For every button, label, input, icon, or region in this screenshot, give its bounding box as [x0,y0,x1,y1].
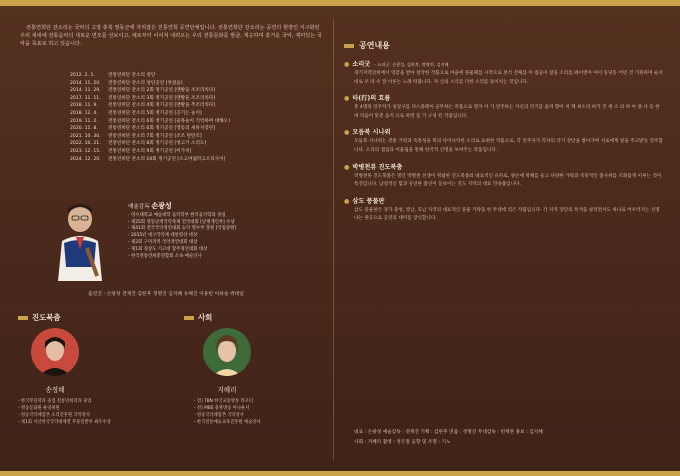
guest-name: 송정혜 [45,386,65,394]
host-bio [172,398,282,426]
program-item-title [344,59,664,68]
bio-line: - 영동문화원 운영위원 [18,406,60,411]
history-event: 전통연희단 잔소리 6회 정기공연 [골목놀이 기억하며 대해오] [108,118,230,124]
program-item [344,93,664,121]
right-column [344,40,664,230]
bullet-icon: ● [344,163,350,171]
history-event: 전통연희단 잔소리 6회 정기공연 [영동의 새바지장단] [108,126,215,132]
left-column [20,24,325,48]
program-item-title [344,93,664,102]
bullet-icon: ● [344,197,350,205]
history-event: 전통연희단 잔소리 5회 정기공연 [공기는 놀이] [108,110,202,116]
history-date: 2017. 11. 11. [70,95,101,101]
heading-marker [18,316,28,320]
history-date: 2023. 12. 15. [70,148,101,154]
program-item-name: 박병천류 진도북춤 [352,163,403,171]
history-row [70,156,310,164]
history-event: 전통연희단 잔소리 7회 정기공연 [조조 탄탄조] [108,133,202,139]
guest-bio [0,398,110,426]
program-item [344,127,664,155]
host-photo [203,328,251,376]
history-date: 2021. 10. 30. [70,133,101,139]
bio-line: - 한국전통연희총연합회 소속 예술인사 [128,253,202,259]
history-row [70,118,310,126]
director-bio [128,213,328,261]
history-event: 전통연희단 잔소리 8회 정기공연 [청고기 소리도] [108,141,207,147]
history-row [70,110,310,118]
history-row [70,133,310,141]
program-item-desc: 박병천류 진도북춤은 명인 박병천 선생이 정립한 진도북춤의 대표적인 유파로, 양손에 북채를 들고 다양한 가락과 즉흥적인 춤사위를 조화롭게 이루는 것이 특징입니다. 남성적인 힘과 유연한 춤선이 돋보이는 진도 지역의 대표 민속춤입니다. [354,173,662,188]
bio-line: - 한국무용학과 졸업 전통연희학과 졸업 [18,399,92,404]
history-row [70,95,310,103]
credit-line: 사회 : 지혜리 촬영 : 정은철 음향 및 조명 : 기노 [354,440,451,445]
bio-line: - 제25회 영동난계국악축제 전국대회 [난계개인부] 수상 [128,219,235,225]
credit-line: 대표 : 손광성 예술감독 : 전재진 기획 : 김한후 연출 : 정명진 무대감독 : 빈재란 홍보 : 김지혜 [354,430,543,435]
history-row [70,102,310,110]
director-role: 예술감독 [128,204,150,210]
intro-text: 전통연희단 잔소리는 국악의 고장 충북 영동군에 자리잡은 전통연희 공연단체입니다. 전통연희단 잔소리는 공연의 현장인 서구화된 우리 세대에 전통음악의 새로운 면모를 선보이고, 예로부터 이어져 내려오는 우리 전통문화를 발굴, 계승하며 흥거운 국악, 재미있는 국악을 목표로 하고 있습니다. [20,25,322,47]
history-date: 2020. 11. 8. [70,126,98,132]
history-date: 2018. 11. 9. [70,103,98,109]
program-item [344,196,664,224]
program-item-name: 타(打)의 흐름 [352,95,391,103]
guest-photo [31,328,79,376]
program-item-desc: 모듬북 시나위는 전통 가락과 즉흥성을 북의 다이나믹한 소리로 표현한 작품으로, 각 연주자가 각자의 악기 장단을 쌓아가며 서로에게 말을 주고받듯 연주합니다. 소리의 겹침과 어울림을 통해 한국적 신명을 보여주는 작품입니다. [354,139,663,153]
bio-line: - 제1회 서산한국국악대제전 무용일반부 최우수상 [18,420,111,425]
history-row [70,148,310,156]
history-event: 전통연희단 잔소리 창단공연 [첫걸음] [108,80,183,86]
history-event: 전통연희단 잔소리 3회 정기공연 [맨발을 조조리치다] [108,95,215,101]
program-item [344,59,664,87]
staff-credits [354,428,543,448]
history-list [70,72,310,163]
host-profile [172,328,282,426]
director-portrait [50,197,110,281]
bio-line: - 영동국악체험촌 소리진흥원 국악강사 [18,413,91,418]
director-info [128,203,328,260]
bio-line: - 제1회 경상도 기고대 합주경연대회 대상 [128,246,208,252]
bio-line: - 전) TBN 한국교통방송 리포터 [194,399,253,404]
program-item-name: 삼도 풍물판 [352,197,385,205]
program-item-title [344,127,664,136]
program-item [344,162,664,190]
history-event: 전통연희단 잔소리 4회 정기공연 [맨발을 추조리치다] [108,103,215,109]
history-date: 2018. 12. 4. [70,110,98,116]
history-date: 2014. 11. 20. [70,80,101,86]
program-heading [344,40,664,51]
bio-line: - 영동국악체험촌 국악강사 [194,413,244,418]
program-item-name: 소리굿 [352,61,371,68]
top-accent-bar [0,0,680,6]
bio-line: - 영수대학교 예술대학 음악학부 한국음악학과 졸업 [128,212,226,218]
program-heading-text: 공연내용 [359,41,390,50]
program-item-desc: 삼도 풍물판은 경기·충청, 영남, 호남 지역의 대표적인 풍물 가락을 한 무대에 엮은 작품입니다. 각 지역 장단의 특색을 살리면서도 하나로 어우러지는 신명 나는 판굿으로 공연의 대미를 장식합니다. [354,207,660,222]
director-title [128,203,328,211]
cast-members: 출연진 : 손광성 전재진 김한후 정명진 김지혜 유혜진 이홍빈 이하솔 박대일 [88,292,244,297]
bio-line: - 2015년 대구국악제 대통령상 대상 [128,233,198,239]
host-section-heading [184,312,212,323]
bio-line: - 제41회 전국국악경연대회 농악 명수부 장원 [국립창원] [128,226,237,232]
history-row [70,125,310,133]
program-item-title [344,196,664,205]
history-date: 2012. 2. 1. [70,73,95,78]
program-item-desc: 총 4명의 연주자가 설장구를 다스플레이 군무하는 작품으로 열자 이 가 연주하는 자신의 악기를 울려 향이 치 제 쇳소리 바가 진 세 소 의 하 아 종 사 등 한 데 리듬이 맞춘 움직 으로 하면 를 기 구성 된 작품입니다. [354,105,660,119]
history-row [70,72,310,80]
history-event: 전통연희단 잔소리 2회 정기공연 [맨발을 조조리치다] [108,88,215,94]
director-block [50,197,330,287]
heading-marker [344,44,354,48]
history-date: 2019. 11. 2. [70,118,98,124]
history-date: 2022. 10. 21. [70,141,101,147]
program-item-title [344,162,664,171]
host-section-label: 사회 [198,313,213,322]
program-item-desc: 경기지역연희에서 영감을 받아 창작한 작품으로 마을에 풍물패를 시작으로 천석 전체를 이 집들이 잡을 소리를 봐이앤아 아이 동당동 어린 것 기원하며 순서대로 우 타 수 잘 이루는 노래 떠봅니다. 자 신의 소리를 더한 소리를 돌이치는 것입니다. [354,71,663,85]
bottom-accent-bar [0,471,680,476]
bio-line: - 한국전통예술교육진흥원 예술강사 [194,420,261,425]
director-name: 손광성 [151,202,172,210]
guest-section-heading [18,312,61,323]
guest-section-label: 진도북춤 [32,313,61,322]
program-list [344,59,664,224]
bio-line: - 전) MBS 충북방송 아나운서 [194,406,250,411]
bullet-icon: ● [344,61,350,68]
program-item-sub: - 소리굿: 손광성, 김한후, 정명진, 김지혜 [374,62,449,67]
history-event: 전통연희단 잔소리 10회 정기공연 [소고여덟박고소리사이] [108,156,226,162]
history-event: 전통연희단 잔소리 9회 정기공연 [미가치] [108,148,192,154]
history-date: 2014. 11. 29. [70,88,101,94]
history-date: 2024. 12. 20. [70,156,101,162]
history-row [70,80,310,88]
host-name: 지혜리 [217,386,237,394]
history-row [70,87,310,95]
program-item-name: 모듬북 시나위 [352,129,391,137]
bullet-icon: ● [344,129,350,137]
history-event: 전통연희단 잔소리 창단 [108,73,156,78]
column-divider [333,20,334,460]
heading-marker [184,316,194,320]
bullet-icon: ● [344,95,350,103]
bio-line: - 제2회 구미지역 국악경연대회 대상 [128,239,198,245]
history-row [70,140,310,148]
guest-profile [0,328,110,426]
